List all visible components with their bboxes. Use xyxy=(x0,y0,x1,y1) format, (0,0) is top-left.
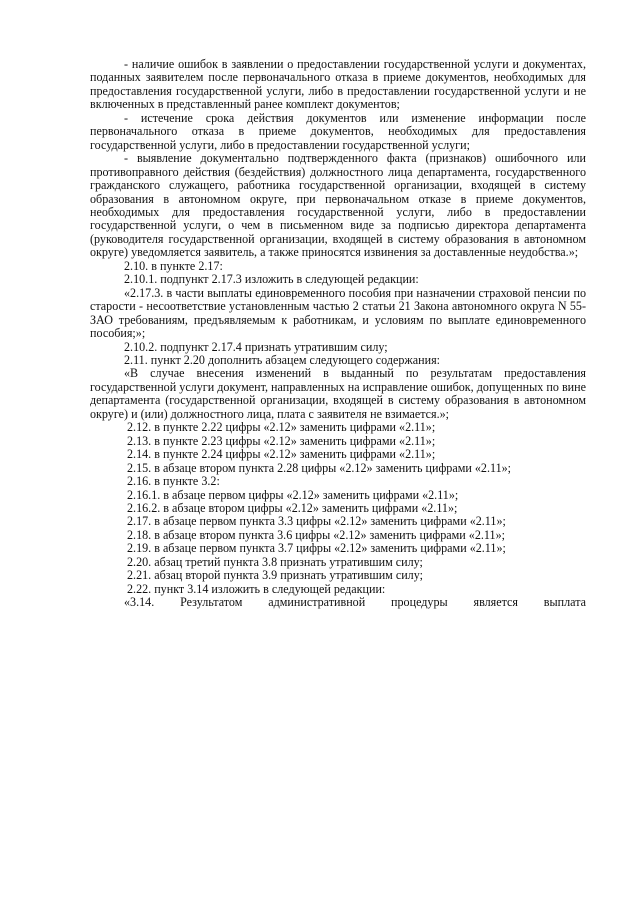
paragraph: - выявление документально подтвержденного факта (признаков) ошибочного или противоправного действия (бездействия) должностного лица департамента, государственного гражданского служащего, работника государственной организации, входящей в систему образования в автономном округе, при первоначальном отказе в приеме документов, необходимых для предоставления государственной услуги, либо в предоставлении государственной услуги, о чем в письменном виде за подписью директора департамента (руководителя государственной организации, входящей в систему образования в автономном округе) уведомляется заявитель, а также приносятся извинения за доставленные неудобства.»; xyxy=(90,151,586,260)
paragraph: - истечение срока действия документов или изменение информации после первоначального отказа в приеме документов, необходимых для предоставления государственной услуги, либо в предоставлении государственной услуги; xyxy=(90,110,586,152)
list-item: 2.14. в пункте 2.24 цифры «2.12» заменить цифрами «2.11»; xyxy=(127,447,436,462)
list-item: 2.22. пункт 3.14 изложить в следующей редакции: xyxy=(127,581,386,596)
list-item: 2.13. в пункте 2.23 цифры «2.12» заменить цифрами «2.11»; xyxy=(127,433,436,448)
list-item: 2.12. в пункте 2.22 цифры «2.12» заменить цифрами «2.11»; xyxy=(127,420,436,435)
list-item: 2.16.1. в абзаце первом цифры «2.12» заменить цифрами «2.11»; xyxy=(127,487,459,502)
list-item: 2.16. в пункте 3.2: xyxy=(127,474,220,489)
list-item: 2.15. в абзаце втором пункта 2.28 цифры «2.12» заменить цифрами «2.11»; xyxy=(127,460,512,475)
paragraph: «2.17.3. в части выплаты единовременного пособия при назначении страховой пенсии по старости - несоответствие установленным частью 2 статьи 21 Закона автономного округа N 55-ЗАО требованиям, предъявляемым к работникам, и условиям по выплате единовременного пособия;»; xyxy=(90,285,586,341)
list-item: 2.17. в абзаце первом пункта 3.3 цифры «2.12» заменить цифрами «2.11»; xyxy=(127,514,506,529)
list-item: 2.20. абзац третий пункта 3.8 признать утратившим силу; xyxy=(127,554,423,569)
paragraph: - наличие ошибок в заявлении о предоставлении государственной услуги и документах, поданных заявителем после первоначального отказа в приеме документов, необходимых для предоставления государственной услуги, либо в предоставлении государственной услуги и не включенных в представленный ранее комплект документов; xyxy=(90,57,586,112)
list-item: 2.18. в абзаце втором пункта 3.6 цифры «2.12» заменить цифрами «2.11»; xyxy=(127,527,505,542)
document-text xyxy=(90,58,586,610)
paragraph: 2.11. пункт 2.20 дополнить абзацем следующего содержания: xyxy=(124,352,440,367)
list-item: 2.16.2. в абзаце втором цифры «2.12» заменить цифрами «2.11»; xyxy=(127,500,458,515)
list-item: 2.21. абзац второй пункта 3.9 признать утратившим силу; xyxy=(127,568,423,583)
paragraph: 2.10. в пункте 2.17: xyxy=(124,258,223,273)
paragraph: 2.10.2. подпункт 2.17.4 признать утратившим силу; xyxy=(124,339,388,354)
paragraph: «В случае внесения изменений в выданный по результатам предоставления государственной услуги документ, направленных на исправление ошибок, допущенных по вине департамента (государственной организации, входящей в систему образования в автономном округе) и (или) должностного лица, плата с заявителя не взимается.»; xyxy=(90,366,586,421)
paragraph: 2.10.1. подпункт 2.17.3 изложить в следующей редакции: xyxy=(124,272,419,287)
list-item: 2.19. в абзаце первом пункта 3.7 цифры «2.12» заменить цифрами «2.11»; xyxy=(127,541,506,556)
paragraph: «3.14. Результатом административной процедуры является выплата xyxy=(124,595,586,610)
